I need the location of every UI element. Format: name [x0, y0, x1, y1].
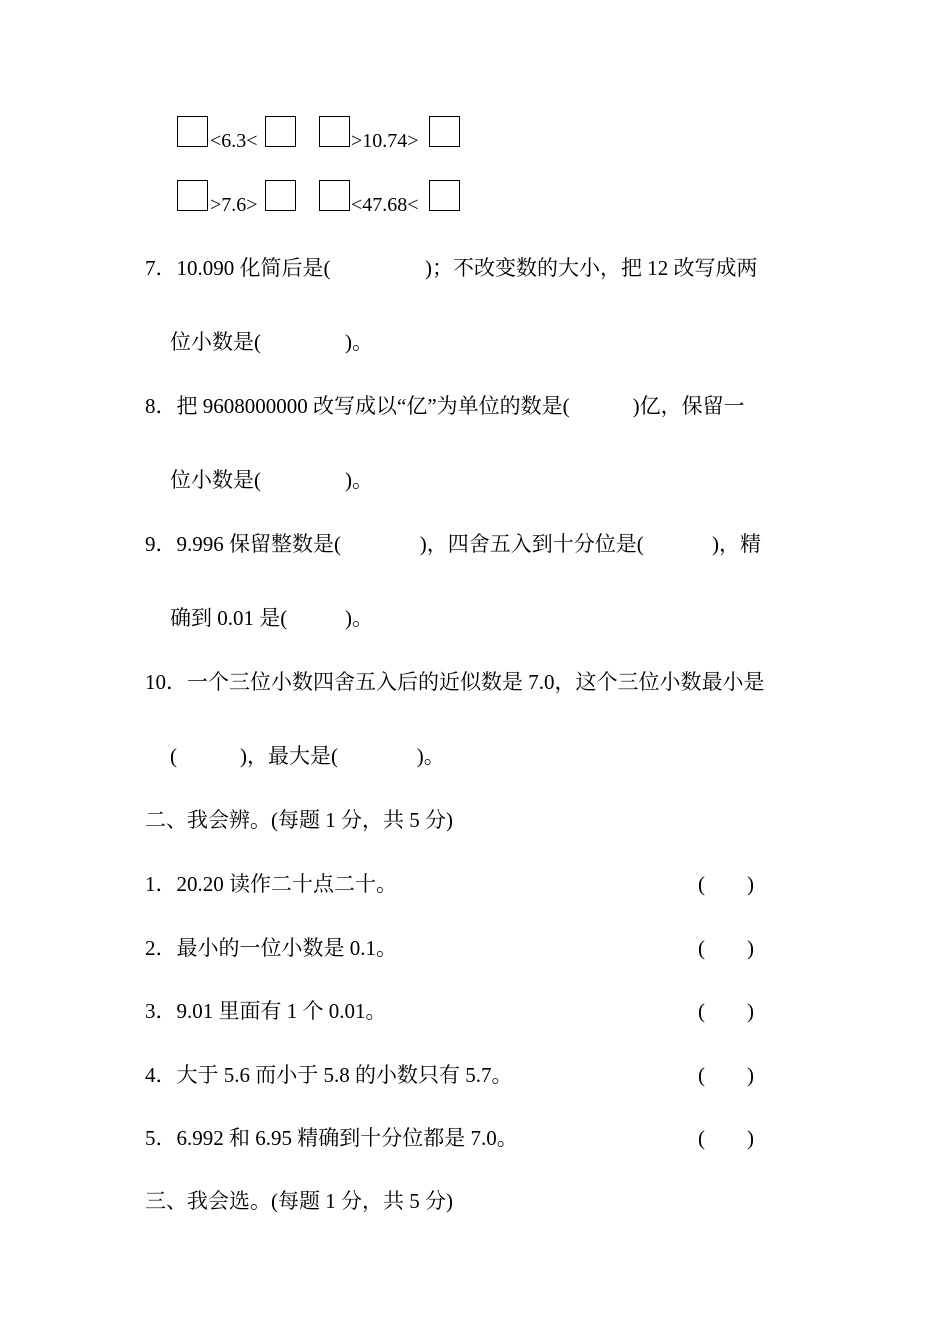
question-7-line2: 位小数是( )。 [170, 330, 373, 354]
answer-box-1d[interactable] [429, 116, 460, 147]
answer-box-1c[interactable] [319, 116, 350, 147]
judge-item-text: 2．最小的一位小数是 0.1。 [145, 936, 397, 960]
question-7-line1: 7．10.090 化简后是( )；不改变数的大小，把 12 改写成两 [145, 256, 758, 280]
answer-box-2b[interactable] [265, 180, 296, 211]
question-9-line2: 确到 0.01 是( )。 [170, 606, 373, 630]
compare-text-1a: <6.3< [210, 130, 258, 152]
compare-text-2b: <47.68< [351, 194, 419, 216]
answer-box-1a[interactable] [177, 116, 208, 147]
question-10-line2: ( )，最大是( )。 [170, 744, 445, 768]
judge-item-text: 4．大于 5.6 而小于 5.8 的小数只有 5.7。 [145, 1063, 513, 1087]
judge-answer-paren[interactable]: ( ) [698, 936, 754, 960]
compare-text-1b: >10.74> [351, 130, 419, 152]
judge-answer-paren[interactable]: ( ) [698, 999, 754, 1023]
question-8-line2: 位小数是( )。 [170, 468, 373, 492]
judge-answer-paren[interactable]: ( ) [698, 1126, 754, 1150]
section-2-title: 二、我会辨。(每题 1 分，共 5 分) [145, 808, 453, 832]
question-8-line1: 8．把 9608000000 改写成以“亿”为单位的数是( )亿，保留一 [145, 394, 745, 418]
judge-item-text: 1．20.20 读作二十点二十。 [145, 872, 397, 896]
section-3-title: 三、我会选。(每题 1 分，共 5 分) [145, 1189, 453, 1213]
answer-box-1b[interactable] [265, 116, 296, 147]
judge-answer-paren[interactable]: ( ) [698, 1063, 754, 1087]
answer-box-2d[interactable] [429, 180, 460, 211]
judge-answer-paren[interactable]: ( ) [698, 872, 754, 896]
question-9-line1: 9．9.996 保留整数是( )，四舍五入到十分位是( )，精 [145, 532, 761, 556]
judge-item-text: 5．6.992 和 6.95 精确到十分位都是 7.0。 [145, 1126, 518, 1150]
answer-box-2a[interactable] [177, 180, 208, 211]
answer-box-2c[interactable] [319, 180, 350, 211]
judge-item-text: 3．9.01 里面有 1 个 0.01。 [145, 999, 387, 1023]
compare-text-2a: >7.6> [210, 194, 258, 216]
question-10-line1: 10．一个三位小数四舍五入后的近似数是 7.0，这个三位小数最小是 [145, 670, 765, 694]
